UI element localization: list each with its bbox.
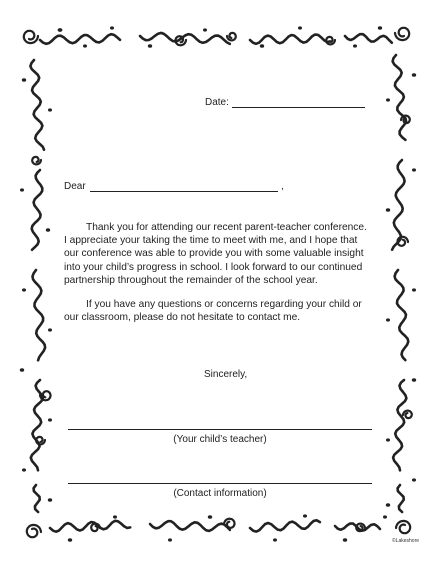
border-dot [378, 26, 382, 30]
swirl-stroke [33, 270, 46, 360]
swirl-stroke [403, 411, 412, 419]
border-dot [110, 26, 114, 29]
border-dot [386, 98, 390, 101]
body-paragraph-1 [64, 221, 367, 287]
border-dot [113, 515, 117, 518]
swirl-stroke [396, 521, 410, 533]
border-dot [412, 73, 416, 77]
contact-information-line[interactable] [68, 483, 372, 484]
paragraph-2-line: If you have any questions or concerns regarding your child or [86, 299, 362, 310]
border-dot [22, 78, 26, 82]
border-dot [68, 538, 72, 542]
teacher-signature-line[interactable] [68, 429, 372, 430]
border-dot [386, 503, 390, 507]
date-label: Date: [205, 97, 229, 108]
border-dot [412, 478, 416, 481]
paragraph-1-line: into your child’s progress in school. I look forward to our continued [64, 261, 363, 273]
border-dot [168, 538, 172, 541]
border-dot [412, 288, 416, 291]
border-dot [298, 26, 302, 29]
swirl-stroke [150, 521, 230, 531]
swirl-stroke [393, 380, 406, 470]
swirl-stroke [40, 34, 120, 44]
swirl-stroke [227, 33, 236, 41]
swirl-stroke [34, 485, 40, 512]
swirl-stroke [30, 60, 44, 150]
swirl-stroke [24, 31, 38, 43]
swirl-stroke [32, 157, 41, 165]
border-dot [383, 515, 387, 518]
swirl-stroke [398, 485, 404, 512]
swirl-stroke [32, 170, 43, 250]
recipient-name-line[interactable] [90, 191, 278, 192]
swirl-stroke [50, 521, 130, 532]
border-dot [412, 168, 416, 171]
swirl-stroke [250, 35, 330, 44]
swirl-stroke [345, 34, 392, 43]
salutation-comma: , [281, 181, 284, 192]
swirl-stroke [31, 380, 43, 470]
border-dot [22, 468, 26, 471]
border-dot [260, 44, 264, 48]
paragraph-1-line: our conference was able to provide you with some valuable insight [64, 248, 364, 260]
swirl-stroke [27, 525, 41, 537]
salutation-label: Dear [64, 181, 86, 192]
border-dot [353, 44, 357, 47]
border-dot [20, 368, 24, 372]
border-dot [273, 538, 277, 541]
paragraph-1-line: I appreciate your taking the time to meet with me, and I hope that [64, 235, 358, 247]
teacher-caption: (Your child’s teacher) [173, 434, 267, 445]
border-dot [83, 44, 87, 47]
paragraph-1-line: partnership throughout the remainder of the school year. [64, 274, 318, 286]
swirl-stroke [393, 55, 407, 140]
border-dot [148, 44, 152, 48]
border-dot [48, 418, 52, 421]
border-dot [58, 28, 63, 32]
border-dot [203, 28, 207, 31]
contact-caption: (Contact information) [173, 488, 267, 499]
paragraph-1-line: Thank you for attending our recent parent-teacher conference. [86, 222, 367, 233]
border-dot [48, 328, 52, 331]
paragraph-2-line: our classroom, please do not hesitate to contact me. [64, 312, 301, 324]
border-dot [386, 438, 390, 441]
closing-sincerely: Sincerely, [204, 369, 248, 380]
body-paragraph-2 [64, 298, 362, 324]
border-dot [386, 208, 390, 212]
swirl-stroke [250, 520, 320, 531]
border-dot [48, 498, 52, 502]
border-dot [412, 378, 416, 382]
border-dot [303, 514, 307, 517]
border-dot [386, 318, 390, 321]
swirl-stroke [395, 28, 409, 40]
copyright-credit: ©Lakeshore [392, 538, 420, 544]
border-dot [46, 228, 50, 232]
date-line[interactable] [232, 107, 365, 108]
border-dot [22, 288, 26, 291]
swirl-stroke [395, 270, 409, 360]
border-dot [48, 108, 52, 111]
border-dot [20, 188, 24, 191]
border-dot [343, 538, 347, 542]
border-dot [208, 515, 212, 519]
